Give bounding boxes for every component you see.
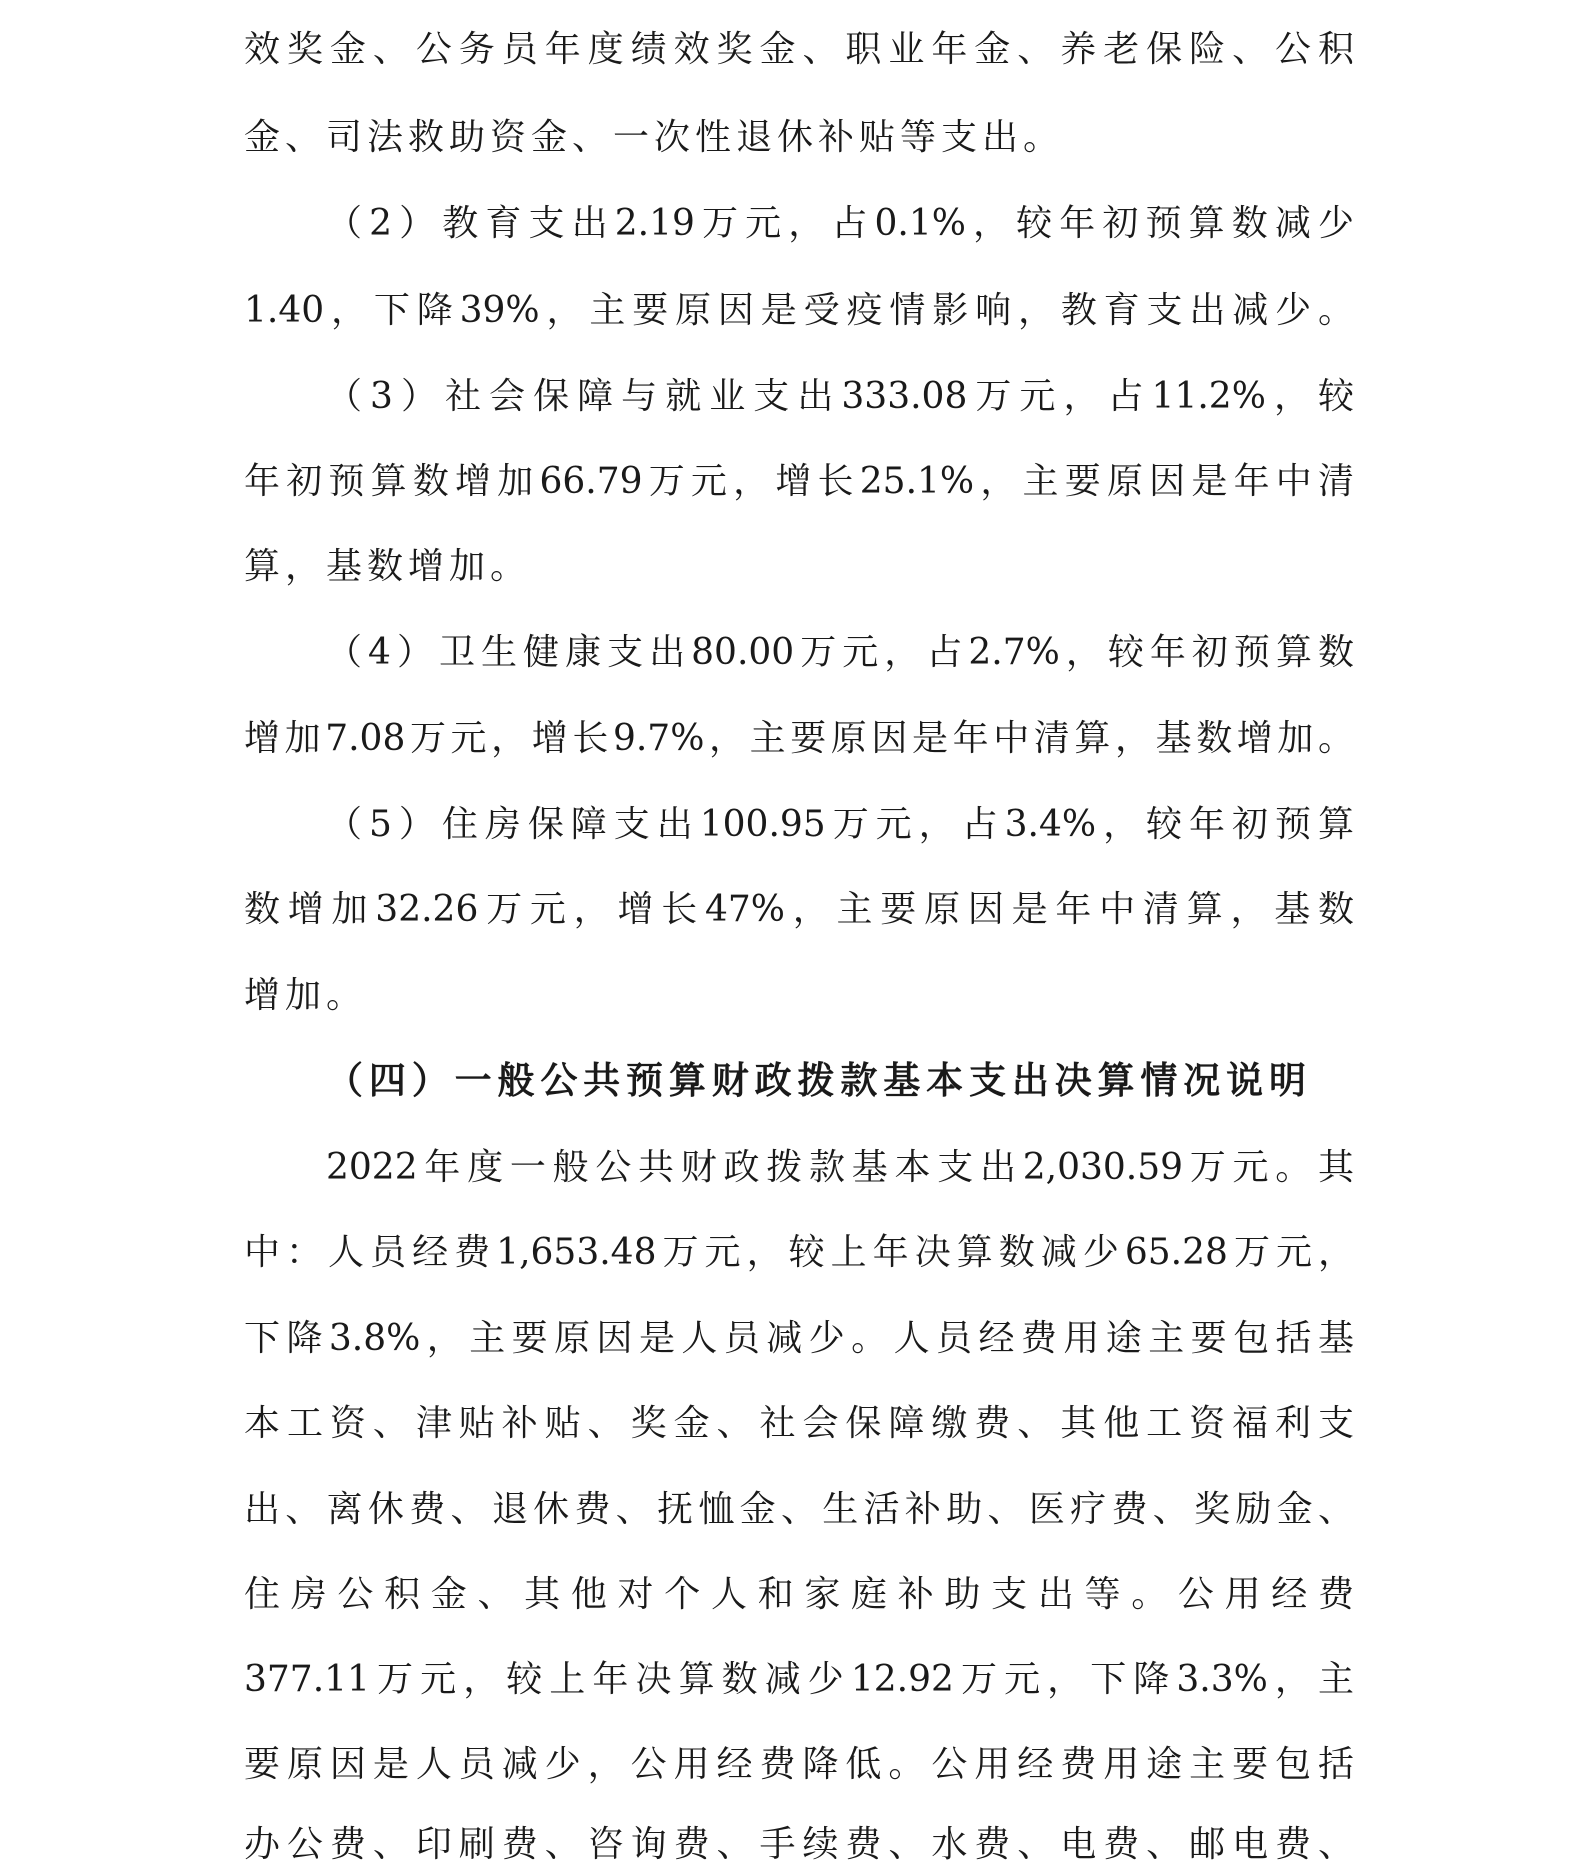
text-line: 效奖金、公务员年度绩效奖金、职业年金、养老保险、公积: [244, 29, 1354, 70]
text-line: （4）卫生健康支出80.00万元，占2.7%，较年初预算数: [326, 632, 1354, 673]
text-line: （3）社会保障与就业支出333.08万元，占11.2%，较: [326, 376, 1354, 417]
section-heading: （四）一般公共预算财政拨款基本支出决算情况说明: [326, 1059, 1306, 1102]
text-line: （2）教育支出2.19万元，占0.1%，较年初预算数减少: [326, 203, 1354, 244]
text-line: 2022年度一般公共财政拨款基本支出2,030.59万元。其: [326, 1147, 1354, 1188]
text-line: 1.40，下降39%，主要原因是受疫情影响，教育支出减少。: [244, 290, 1354, 331]
text-line: 下降3.8%，主要原因是人员减少。人员经费用途主要包括基: [244, 1318, 1354, 1359]
text-line: 377.11万元，较上年决算数减少12.92万元，下降3.3%，主: [244, 1659, 1354, 1700]
text-line: 增加。: [244, 975, 368, 1016]
text-line: 办公费、印刷费、咨询费、手续费、水费、电费、邮电费、: [244, 1824, 1354, 1865]
text-line: 算，基数增加。: [244, 546, 532, 587]
text-line: 增加7.08万元，增长9.7%，主要原因是年中清算，基数增加。: [244, 718, 1354, 759]
text-line: 中：人员经费1,653.48万元，较上年决算数减少65.28万元，: [244, 1232, 1354, 1273]
text-line: 要原因是人员减少，公用经费降低。公用经费用途主要包括: [244, 1744, 1354, 1785]
text-line: 本工资、津贴补贴、奖金、社会保障缴费、其他工资福利支: [244, 1403, 1354, 1444]
text-line: 年初预算数增加66.79万元，增长25.1%，主要原因是年中清: [244, 461, 1354, 502]
text-line: （5）住房保障支出100.95万元，占3.4%，较年初预算: [326, 804, 1354, 845]
text-line: 数增加32.26万元，增长47%，主要原因是年中清算，基数: [244, 889, 1354, 930]
text-line: 住房公积金、其他对个人和家庭补助支出等。公用经费: [244, 1574, 1354, 1615]
text-line: 出、离休费、退休费、抚恤金、生活补助、医疗费、奖励金、: [244, 1489, 1354, 1530]
text-line: 金、司法救助资金、一次性退休补贴等支出。: [244, 117, 1065, 158]
